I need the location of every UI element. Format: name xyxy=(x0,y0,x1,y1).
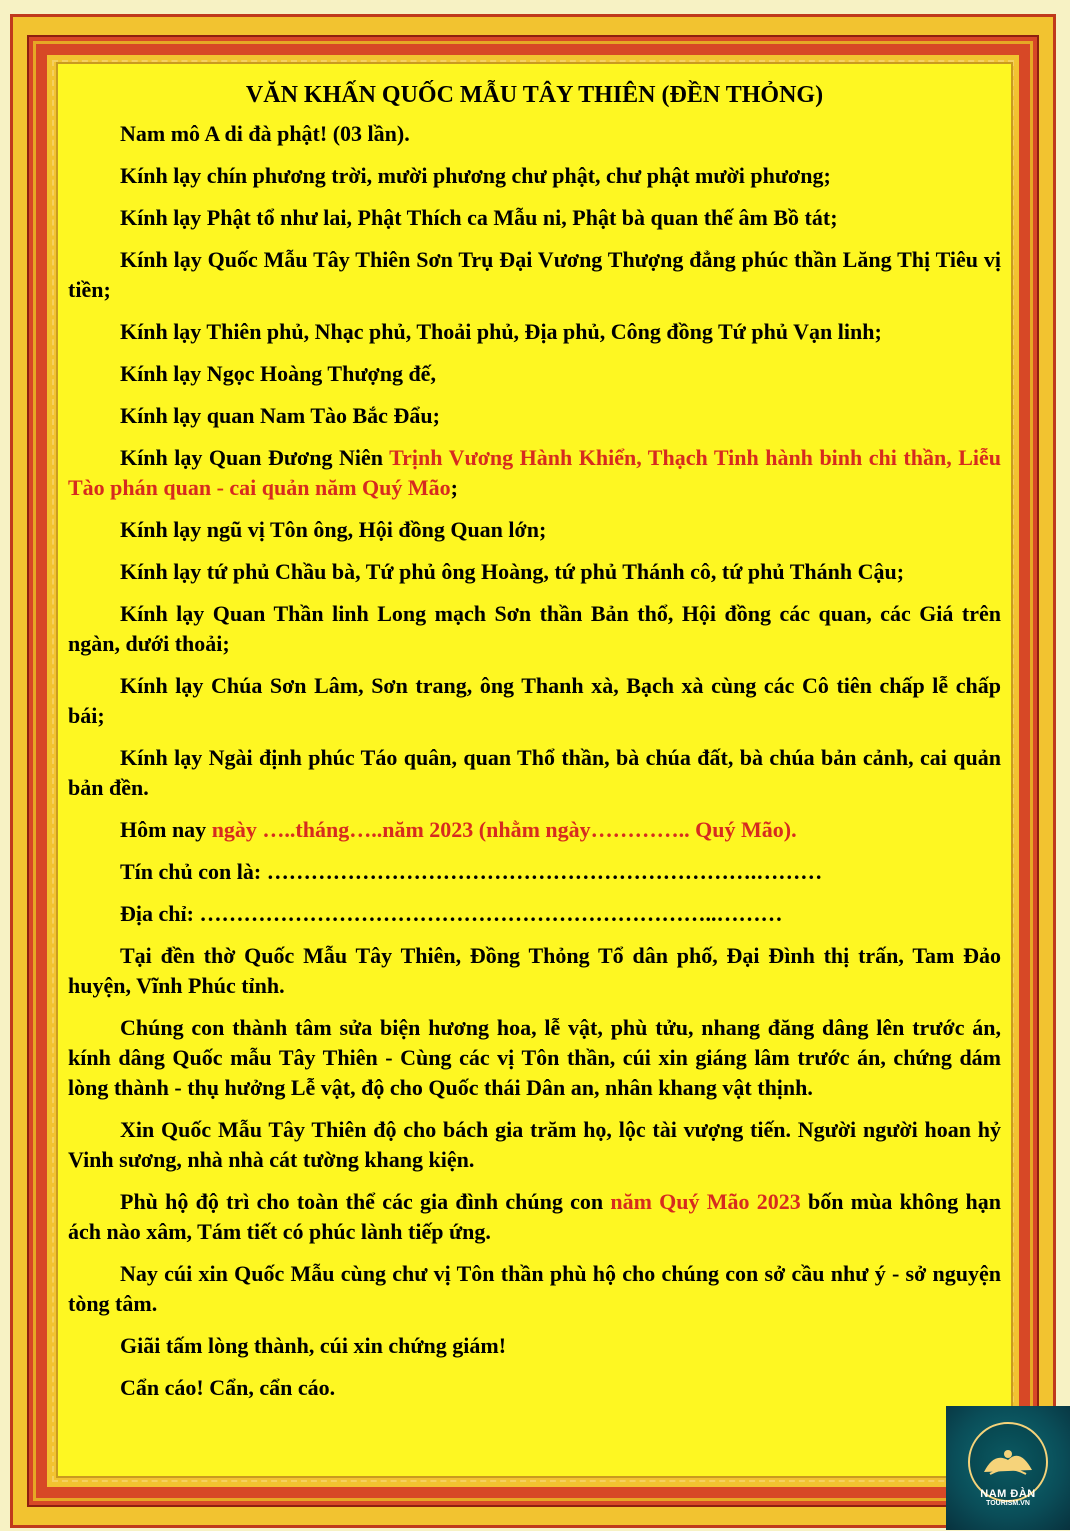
paragraph-text: Kính lạy quan Nam Tào Bắc Đẩu; xyxy=(120,403,440,428)
paragraph-text: Giãi tấm lòng thành, cúi xin chứng giám! xyxy=(120,1333,507,1358)
prayer-paragraph xyxy=(68,599,1001,659)
prayer-paragraph xyxy=(68,1013,1001,1103)
prayer-paragraph xyxy=(68,401,1001,431)
nam-dan-logo xyxy=(946,1406,1070,1530)
prayer-paragraph xyxy=(68,857,1001,887)
paragraph-text: Xin Quốc Mẫu Tây Thiên độ cho bách gia trăm họ, lộc tài vượng tiến. Người người hoan hỷ Vinh sương, nhà nhà cát tường khang kiện. xyxy=(68,1117,1001,1172)
highlighted-text: Trịnh Vương Hành Khiển, Thạch Tinh hành binh chi thần, Liễu Tào phán quan - cai quản năm Quý Mão xyxy=(68,445,1002,500)
prayer-paragraph xyxy=(68,245,1001,305)
prayer-paragraph xyxy=(68,317,1001,347)
logo-title: NAM ĐÀN xyxy=(980,1487,1036,1500)
paragraph-text: Nam mô A di đà phật! (03 lần). xyxy=(120,121,410,146)
highlighted-text: ngày …..tháng…..năm 2023 (nhằm ngày………….. Quý Mão). xyxy=(211,817,797,842)
paragraph-text: Kính lạy Quốc Mẫu Tây Thiên Sơn Trụ Đại Vương Thượng đẳng phúc thần Lăng Thị Tiêu vị tiền; xyxy=(68,247,1001,302)
paragraph-text: Tín chủ con là: ………………………………………………………….……… xyxy=(120,859,823,884)
prayer-paragraph xyxy=(68,443,1001,503)
prayer-paragraph xyxy=(68,359,1001,389)
paragraph-text: bốn mùa không hạn ách nào xâm, Tám tiết có phúc lành tiếp ứng. xyxy=(68,1189,1001,1244)
prayer-paragraph xyxy=(68,899,1001,929)
paragraph-text: Hôm nay xyxy=(120,817,212,842)
paragraph-text: Kính lạy Ngọc Hoàng Thượng đế, xyxy=(120,361,436,386)
highlighted-text: năm Quý Mão 2023 xyxy=(610,1189,801,1214)
paragraph-text: Nay cúi xin Quốc Mẫu cùng chư vị Tôn thần phù hộ cho chúng con sở cầu như ý - sở nguyện tòng tâm. xyxy=(68,1261,1001,1316)
paragraph-text: Kính lạy Thiên phủ, Nhạc phủ, Thoải phủ, Địa phủ, Công đồng Tứ phủ Vạn linh; xyxy=(120,319,882,344)
prayer-paragraph xyxy=(68,941,1001,1001)
prayer-paragraph xyxy=(68,515,1001,545)
paragraph-text: Kính lạy Ngài định phúc Táo quân, quan Thổ thần, bà chúa đất, bà chúa bản cảnh, cai quản bản đền. xyxy=(68,745,1001,800)
paragraph-text: ; xyxy=(450,475,458,500)
paragraph-text: Tại đền thờ Quốc Mẫu Tây Thiên, Đồng Thỏng Tổ dân phố, Đại Đình thị trấn, Tam Đảo huyện, Vĩnh Phúc tỉnh. xyxy=(68,943,1001,998)
prayer-body xyxy=(68,119,1001,1403)
paragraph-text: Địa chỉ: ……………………………………………………………..……… xyxy=(120,901,783,926)
paragraph-text: Kính lạy Quan Thần linh Long mạch Sơn thần Bản thổ, Hội đồng các quan, các Giá trên ngàn, dưới thoải; xyxy=(68,601,1001,656)
document-title: VĂN KHẤN QUỐC MẪU TÂY THIÊN (ĐỀN THỎNG) xyxy=(245,82,824,108)
prayer-paragraph xyxy=(68,1373,1001,1403)
prayer-paragraph xyxy=(68,671,1001,731)
prayer-paragraph xyxy=(68,1259,1001,1319)
paragraph-text: Kính lạy tứ phủ Chầu bà, Tứ phủ ông Hoàng, tứ phủ Thánh cô, tứ phủ Thánh Cậu; xyxy=(120,559,905,584)
prayer-paragraph xyxy=(68,161,1001,191)
prayer-document xyxy=(56,62,1013,1478)
prayer-paragraph xyxy=(68,1331,1001,1361)
paragraph-text: Kính lạy Quan Đương Niên xyxy=(120,445,390,470)
paragraph-text: Kính lạy chín phương trời, mười phương chư phật, chư phật mười phương; xyxy=(120,163,831,188)
prayer-paragraph xyxy=(68,203,1001,233)
paragraph-text: Chúng con thành tâm sửa biện hương hoa, lễ vật, phù tửu, nhang đăng dâng lên trước án, kính dâng Quốc mẫu Tây Thiên - Cùng các vị Tôn thần, cúi xin giáng lâm trước án, chứng dám lòng thành - thụ hưởng Lễ vật, độ cho Quốc thái Dân an, nhân khang vật thịnh. xyxy=(68,1015,1001,1100)
prayer-paragraph xyxy=(68,557,1001,587)
paragraph-text: Phù hộ độ trì cho toàn thể các gia đình chúng con xyxy=(120,1189,611,1214)
paragraph-text: Kính lạy ngũ vị Tôn ông, Hội đồng Quan lớn; xyxy=(120,517,547,542)
prayer-paragraph xyxy=(68,1115,1001,1175)
prayer-paragraph xyxy=(68,119,1001,149)
paragraph-text: Cẩn cáo! Cẩn, cẩn cáo. xyxy=(120,1375,336,1400)
paragraph-text: Kính lạy Chúa Sơn Lâm, Sơn trang, ông Thanh xà, Bạch xà cùng các Cô tiên chấp lễ chấp bái; xyxy=(68,673,1001,728)
logo-subtitle: TOURISM.VN xyxy=(986,1499,1030,1507)
prayer-paragraph xyxy=(68,1187,1001,1247)
prayer-paragraph xyxy=(68,815,1001,845)
paragraph-text: Kính lạy Phật tổ như lai, Phật Thích ca Mẫu ni, Phật bà quan thế âm Bồ tát; xyxy=(120,205,838,230)
prayer-paragraph xyxy=(68,743,1001,803)
